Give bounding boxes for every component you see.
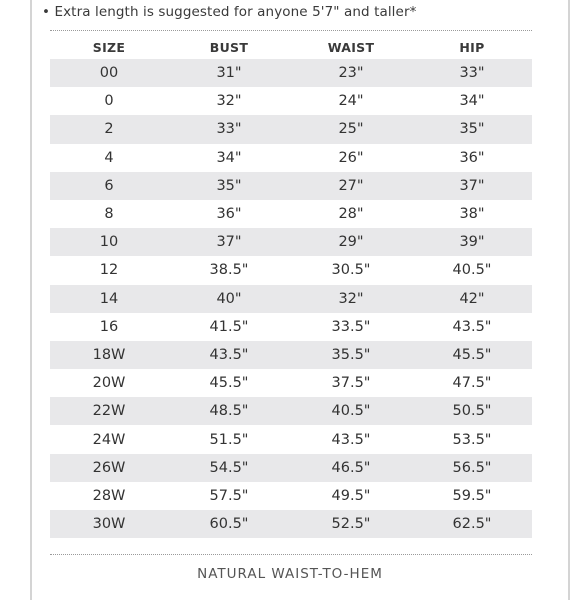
- size-cell: 0: [50, 87, 168, 115]
- waist-cell: 32": [290, 285, 412, 313]
- size-cell: 14: [50, 285, 168, 313]
- bust-cell: 31": [168, 59, 290, 87]
- bust-cell: 35": [168, 172, 290, 200]
- header-bust: BUST: [209, 39, 249, 55]
- table-row: [50, 285, 532, 313]
- size-cell: 28W: [50, 482, 168, 510]
- size-cell: 18W: [50, 341, 168, 369]
- bottom-dotted-divider: [50, 554, 532, 555]
- table-row: [50, 313, 532, 341]
- table-body: [50, 59, 532, 538]
- size-cell: 30W: [50, 510, 168, 538]
- table-row: [50, 454, 532, 482]
- bust-cell: 40": [168, 285, 290, 313]
- table-row: [50, 369, 532, 397]
- hip-cell: 37": [412, 172, 532, 200]
- hip-cell: 33": [412, 59, 532, 87]
- size-cell: 26W: [50, 454, 168, 482]
- header-waist: WAIST: [327, 39, 375, 55]
- waist-cell: 46.5": [290, 454, 412, 482]
- table-row: [50, 115, 532, 143]
- hip-cell: 47.5": [412, 369, 532, 397]
- table-row: [50, 87, 532, 115]
- hip-cell: 40.5": [412, 256, 532, 284]
- table-row: [50, 341, 532, 369]
- waist-cell: 23": [290, 59, 412, 87]
- size-cell: 4: [50, 144, 168, 172]
- waist-cell: 40.5": [290, 397, 412, 425]
- hip-cell: 38": [412, 200, 532, 228]
- size-cell: 00: [50, 59, 168, 87]
- extra-length-note: • Extra length is suggested for anyone 5'7" and taller*: [42, 4, 417, 20]
- hip-cell: 59.5": [412, 482, 532, 510]
- waist-cell: 30.5": [290, 256, 412, 284]
- waist-cell: 29": [290, 228, 412, 256]
- size-cell: 2: [50, 115, 168, 143]
- hip-cell: 34": [412, 87, 532, 115]
- hip-cell: 36": [412, 144, 532, 172]
- bust-cell: 38.5": [168, 256, 290, 284]
- waist-cell: 35.5": [290, 341, 412, 369]
- bust-cell: 48.5": [168, 397, 290, 425]
- waist-cell: 37.5": [290, 369, 412, 397]
- waist-cell: 52.5": [290, 510, 412, 538]
- bust-cell: 32": [168, 87, 290, 115]
- table-row: [50, 482, 532, 510]
- size-cell: 24W: [50, 425, 168, 453]
- waist-cell: 43.5": [290, 425, 412, 453]
- table-row: [50, 397, 532, 425]
- hip-cell: 45.5": [412, 341, 532, 369]
- bust-cell: 60.5": [168, 510, 290, 538]
- bust-cell: 37": [168, 228, 290, 256]
- bust-cell: 57.5": [168, 482, 290, 510]
- bust-cell: 41.5": [168, 313, 290, 341]
- hip-cell: 50.5": [412, 397, 532, 425]
- waist-cell: 26": [290, 144, 412, 172]
- table-row: [50, 510, 532, 538]
- bust-cell: 33": [168, 115, 290, 143]
- table-row: [50, 59, 532, 87]
- table-row: [50, 172, 532, 200]
- bust-cell: 36": [168, 200, 290, 228]
- hip-cell: 42": [412, 285, 532, 313]
- size-cell: 12: [50, 256, 168, 284]
- size-cell: 16: [50, 313, 168, 341]
- table-row: [50, 200, 532, 228]
- size-cell: 8: [50, 200, 168, 228]
- top-dotted-divider: [50, 30, 532, 31]
- table-row: [50, 228, 532, 256]
- size-cell: 20W: [50, 369, 168, 397]
- bust-cell: 51.5": [168, 425, 290, 453]
- section-heading: NATURAL WAIST-TO-HEM: [197, 566, 383, 582]
- hip-cell: 53.5": [412, 425, 532, 453]
- hip-cell: 43.5": [412, 313, 532, 341]
- bust-cell: 54.5": [168, 454, 290, 482]
- table-row: [50, 425, 532, 453]
- waist-cell: 49.5": [290, 482, 412, 510]
- header-hip: HIP: [459, 39, 485, 55]
- size-cell: 10: [50, 228, 168, 256]
- bust-cell: 34": [168, 144, 290, 172]
- size-cell: 6: [50, 172, 168, 200]
- hip-cell: 62.5": [412, 510, 532, 538]
- table-row: [50, 144, 532, 172]
- hip-cell: 39": [412, 228, 532, 256]
- size-cell: 22W: [50, 397, 168, 425]
- table-row: [50, 256, 532, 284]
- header-size: SIZE: [92, 39, 126, 55]
- waist-cell: 25": [290, 115, 412, 143]
- bust-cell: 43.5": [168, 341, 290, 369]
- waist-cell: 33.5": [290, 313, 412, 341]
- waist-cell: 28": [290, 200, 412, 228]
- size-chart-table: [50, 35, 532, 538]
- hip-cell: 35": [412, 115, 532, 143]
- header-row: [50, 35, 532, 59]
- bust-cell: 45.5": [168, 369, 290, 397]
- waist-cell: 24": [290, 87, 412, 115]
- hip-cell: 56.5": [412, 454, 532, 482]
- waist-cell: 27": [290, 172, 412, 200]
